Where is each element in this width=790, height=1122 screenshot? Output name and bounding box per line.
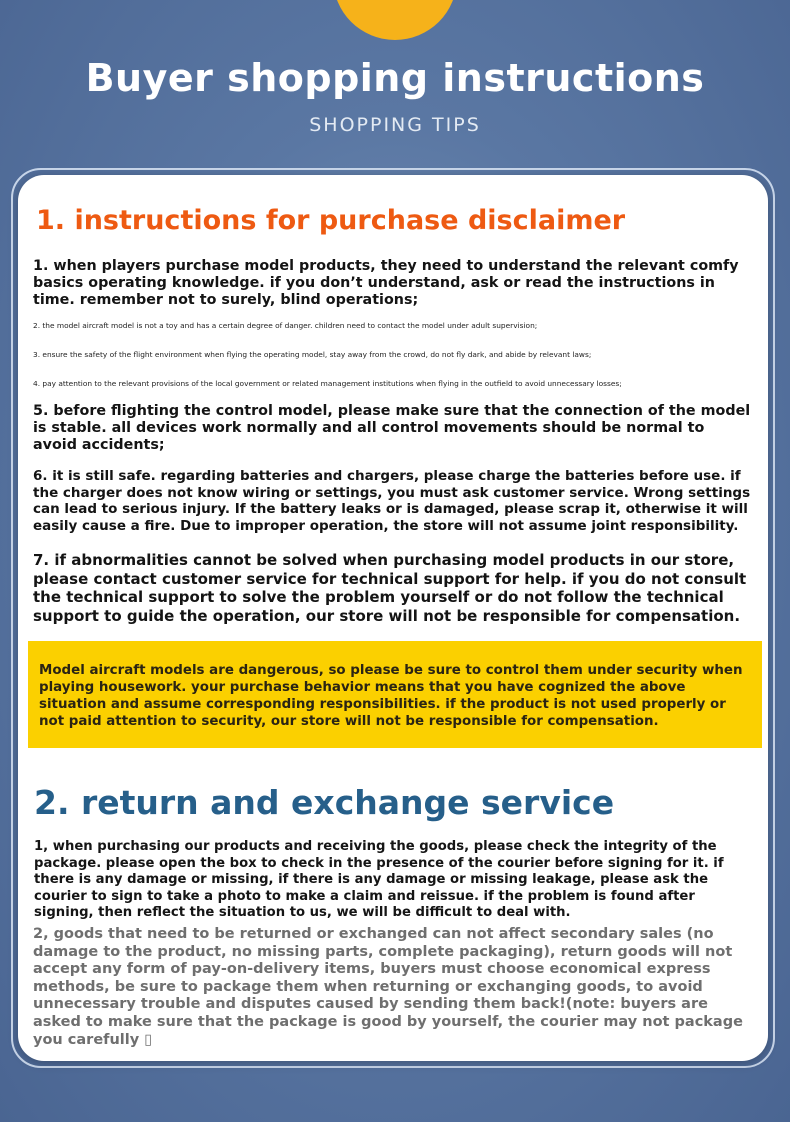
top-badge [333,0,457,40]
warning-text: Model aircraft models are dangerous, so please be sure to control them under security when playing housework. your purchase behavior means that you have cognized the above situation and assume corresponding responsibilities. if the product is not used properly or not paid attention to security, our store will not be responsible for compensation. [39,663,743,729]
return-item-2: 2, goods that need to be returned or exchanged can not affect secondary sales (no damage to the product, no missing parts, complete packaging), return goods will not accept any form of pay-on-delivery items, buyers must choose economical express methods, be sure to package them when returning or exchanging goods, to avoid unnecessary trouble and disputes caused by sending them back!(note: buyers are asked to make sure that the package is good by yourself, the courier may not package you carefully ▯ [33,926,743,1048]
return-item-1: 1, when purchasing our products and receiving the goods, please check the integrity of the package. please open the box to check in the presence of the courier before signing for it. if there is any damage or missing, if there is any damage or missing leakage, please ask the courier to sign to take a photo to make a claim and reissue. if the problem is found after signing, then reflect the situation to us, we will be difficult to deal with. [34,839,724,921]
page-subtitle: SHOPPING TIPS [309,114,481,136]
disclaimer-item-1: 1. when players purchase model products, they need to understand the relevant comfy basics operating knowledge. if you don’t understand, ask or read the instructions in time. remember not to surely, blind operations; [33,258,739,308]
disclaimer-item-7: 7. if abnormalities cannot be solved when purchasing model products in our store, please contact customer service for technical support for help. if you do not consult the technical support to solve the problem yourself or do not follow the technical support to guide the operation, our store will not be responsible for compensation. [33,551,747,625]
disclaimer-heading: 1. instructions for purchase disclaimer [36,205,626,236]
disclaimer-item-6: 6. it is still safe. regarding batteries and chargers, please charge the batteries before use. if the charger does not know wiring or settings, you must ask customer service. Wrong settings can lead to serious injury. If the battery leaks or is damaged, please scrap it, otherwise it will easily cause a fire. Due to improper operation, the store will not assume joint responsibility. [33,468,751,534]
disclaimer-item-4: 4. pay attention to the relevant provisions of the local government or related management institutions when flying in the outfield to avoid unnecessary losses; [33,379,622,388]
disclaimer-item-5: 5. before flighting the control model, please make sure that the connection of the model is stable. all devices work normally and all control movements should be normal to avoid accidents; [33,403,751,453]
page-title: Buyer shopping instructions [85,56,705,100]
return-heading: 2. return and exchange service [34,783,615,822]
disclaimer-item-2: 2. the model aircraft model is not a toy and has a certain degree of danger. children need to contact the model under adult supervision; [33,321,538,330]
disclaimer-item-3: 3. ensure the safety of the flight environment when flying the operating model, stay away from the crowd, do not fly dark, and abide by relevant laws; [33,350,592,359]
